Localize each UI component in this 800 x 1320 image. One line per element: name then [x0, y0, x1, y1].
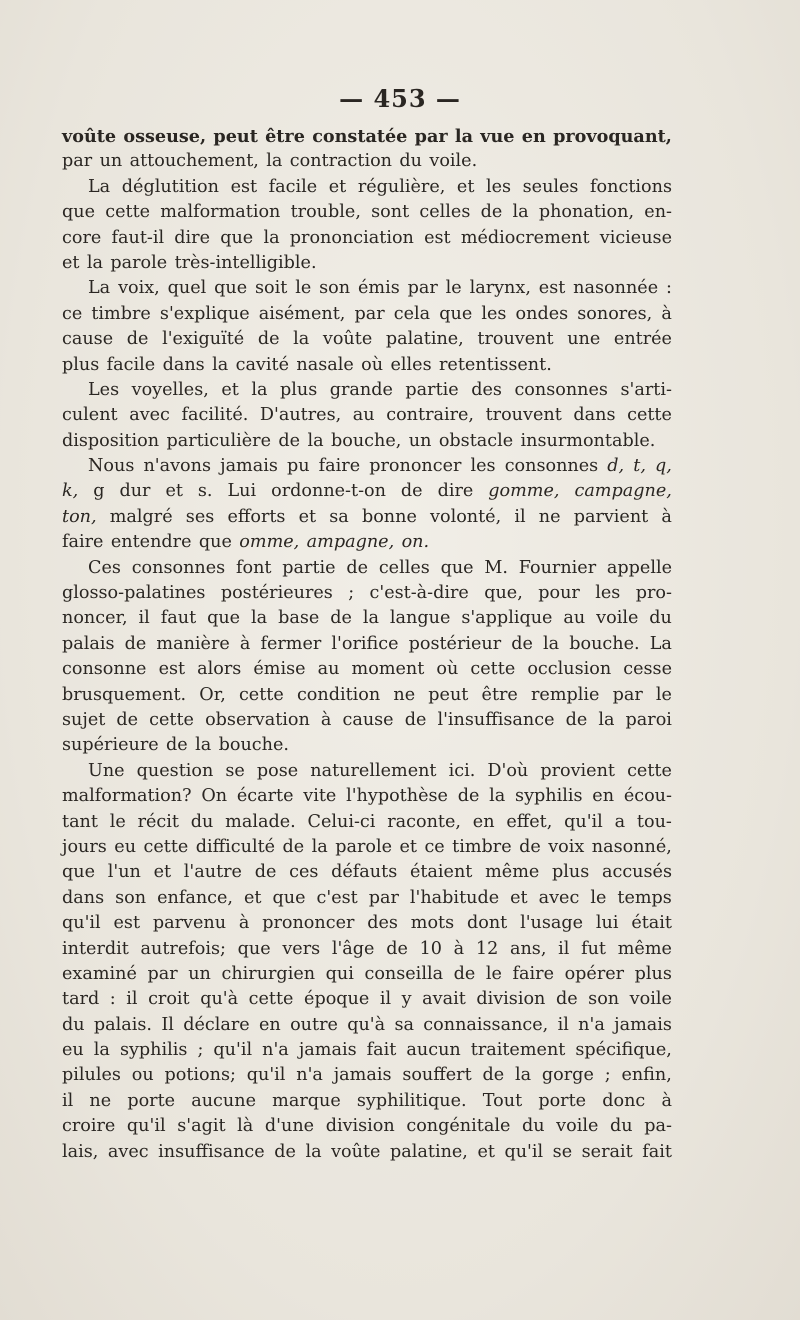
text-line: supérieure de la bouche. [62, 735, 289, 756]
text-line: qu'il est parvenu à prononcer des mots dont l'usage lui était [62, 913, 672, 934]
text-line: La déglutition est facile et régulière, et les seules fonctions [88, 176, 672, 197]
text-line: ce timbre s'explique aisément, par cela que les ondes sonores, à [62, 303, 672, 324]
text-line: lais, avec insuffisance de la voûte palatine, et qu'il se serait fait [62, 1141, 672, 1162]
text-line: sujet de cette observation à cause de l'insuffisance de la paroi [62, 709, 672, 730]
text-line: eu la syphilis ; qu'il n'a jamais fait aucun traitement spécifique, [62, 1040, 672, 1061]
text-line: et la parole très-intelligible. [62, 252, 317, 273]
text-line: glosso-palatines postérieures ; c'est-à-dire que, pour les pro- [62, 583, 672, 604]
text-line: consonne est alors émise au moment où cette occlusion cesse [62, 659, 672, 680]
text-line: que l'un et l'autre de ces défauts étaient même plus accusés [62, 862, 672, 883]
text-line: jours eu cette difficulté de la parole et ce timbre de voix nasonné, [62, 836, 672, 857]
text-line: faire entendre que omme, ampagne, on. [62, 532, 430, 553]
text-line: cause de l'exiguïté de la voûte palatine, trouvent une entrée [62, 329, 672, 350]
text-line: noncer, il faut que la base de la langue s'applique au voile du [62, 608, 672, 629]
text-line: que cette malformation trouble, sont celles de la phonation, en- [62, 202, 672, 223]
text-line: interdit autrefois; que vers l'âge de 10 à 12 ans, il fut même [62, 938, 672, 959]
text-line: malformation? On écarte vite l'hypothèse de la syphilis en écou- [62, 786, 672, 807]
text-line: pilules ou potions; qu'il n'a jamais souffert de la gorge ; enfin, [62, 1065, 672, 1086]
text-line: Une question se pose naturellement ici. D'où provient cette [88, 760, 672, 781]
text-line: plus facile dans la cavité nasale où elles retentissent. [62, 354, 552, 375]
text-line: k, g dur et s. Lui ordonne-t-on de dire gomme, campagne, [62, 481, 672, 502]
text-line: tant le récit du malade. Celui-ci raconte, en effet, qu'il a tou- [62, 811, 672, 832]
text-line: Nous n'avons jamais pu faire prononcer les consonnes d, t, q, [88, 456, 672, 477]
text-line: La voix, quel que soit le son émis par le larynx, est nasonnée : [88, 278, 672, 299]
text-line: palais de manière à fermer l'orifice postérieur de la bouche. La [62, 633, 672, 654]
text-line: il ne porte aucune marque syphilitique. Tout porte donc à [62, 1090, 672, 1111]
text-line: Ces consonnes font partie de celles que M. Fournier appelle [88, 557, 672, 578]
text-line: core faut-il dire que la prononciation est médiocrement vicieuse [62, 227, 672, 248]
text-line: culent avec facilité. D'autres, au contraire, trouvent dans cette [62, 405, 672, 426]
text-line: ton, malgré ses efforts et sa bonne volonté, il ne parvient à [62, 506, 672, 527]
text-line: brusquement. Or, cette condition ne peut être remplie par le [62, 684, 672, 705]
text-line: par un attouchement, la contraction du voile. [62, 151, 478, 172]
text-line: examiné par un chirurgien qui conseilla de le faire opérer plus [62, 963, 672, 984]
text-line: croire qu'il s'agit là d'une division congénitale du voile du pa- [62, 1116, 672, 1137]
text-line: du palais. Il déclare en outre qu'à sa connaissance, il n'a jamais [62, 1014, 672, 1035]
page-number: — 453 — [339, 84, 461, 113]
text-line: disposition particulière de la bouche, un obstacle insurmontable. [62, 430, 656, 451]
text-line: tard : il croit qu'à cette époque il y avait division de son voile [62, 989, 672, 1010]
text-line: dans son enfance, et que c'est par l'habitude et avec le temps [62, 887, 672, 908]
text-line: voûte osseuse, peut être constatée par la vue en provoquant, [62, 126, 672, 147]
text-line: Les voyelles, et la plus grande partie des consonnes s'arti- [88, 379, 672, 400]
body-text [62, 124, 672, 1165]
